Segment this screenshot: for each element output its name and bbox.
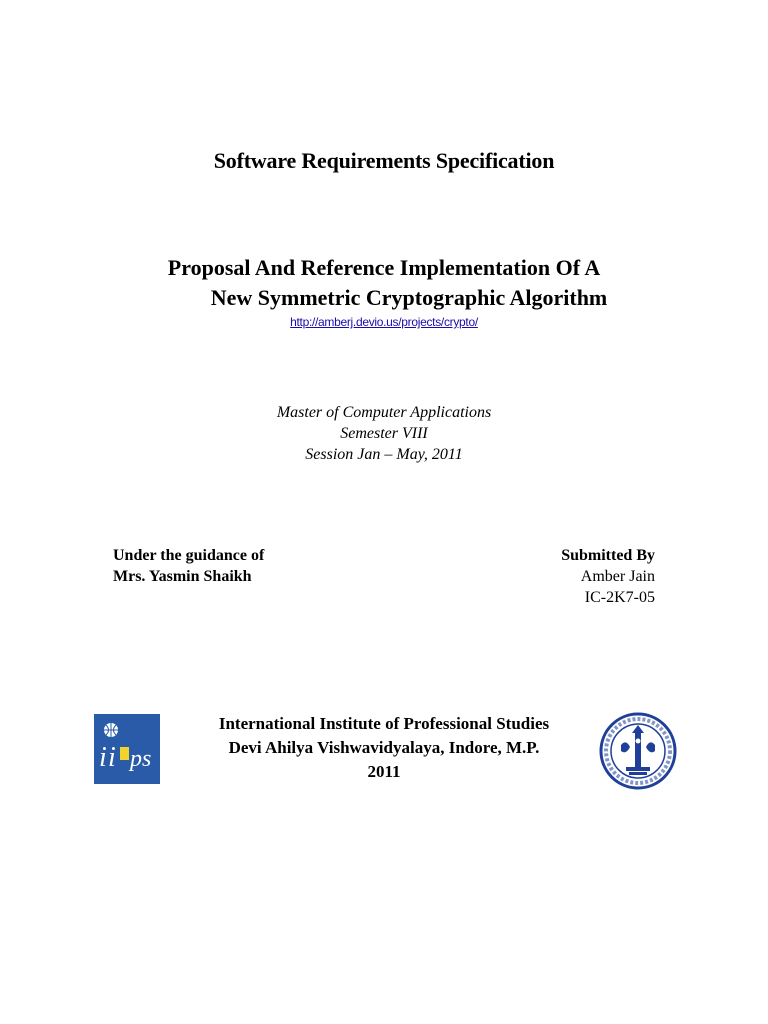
project-title-line-1: Proposal And Reference Implementation Of A [167, 255, 601, 280]
university-name: Devi Ahilya Vishwavidyalaya, Indore, M.P. [228, 738, 540, 757]
institute-year: 2011 [367, 762, 401, 781]
institute-name: International Institute of Professional Studies [218, 714, 550, 733]
project-url-link[interactable]: http://amberj.devio.us/projects/crypto/ [290, 315, 478, 329]
svg-text:i: i [108, 742, 116, 773]
submitted-by-label: Submitted By [561, 547, 655, 564]
course-semester: Semester VIII [340, 425, 428, 442]
institute-block [0, 712, 768, 784]
guide-name: Mrs. Yasmin Shaikh [113, 568, 252, 585]
svg-text:i: i [99, 742, 107, 773]
submitted-by-block [561, 545, 655, 608]
project-title-line-2: New Symmetric Cryptographic Algorithm [210, 285, 608, 310]
roll-number: IC-2K7-05 [584, 589, 655, 606]
guidance-label: Under the guidance of [113, 547, 265, 564]
student-name: Amber Jain [580, 568, 655, 585]
svg-text:ps: ps [130, 746, 152, 772]
document-title: Software Requirements Specification [213, 148, 555, 173]
course-session: Session Jan – May, 2011 [305, 446, 463, 463]
course-program: Master of Computer Applications [276, 404, 492, 421]
guidance-block [113, 545, 264, 587]
